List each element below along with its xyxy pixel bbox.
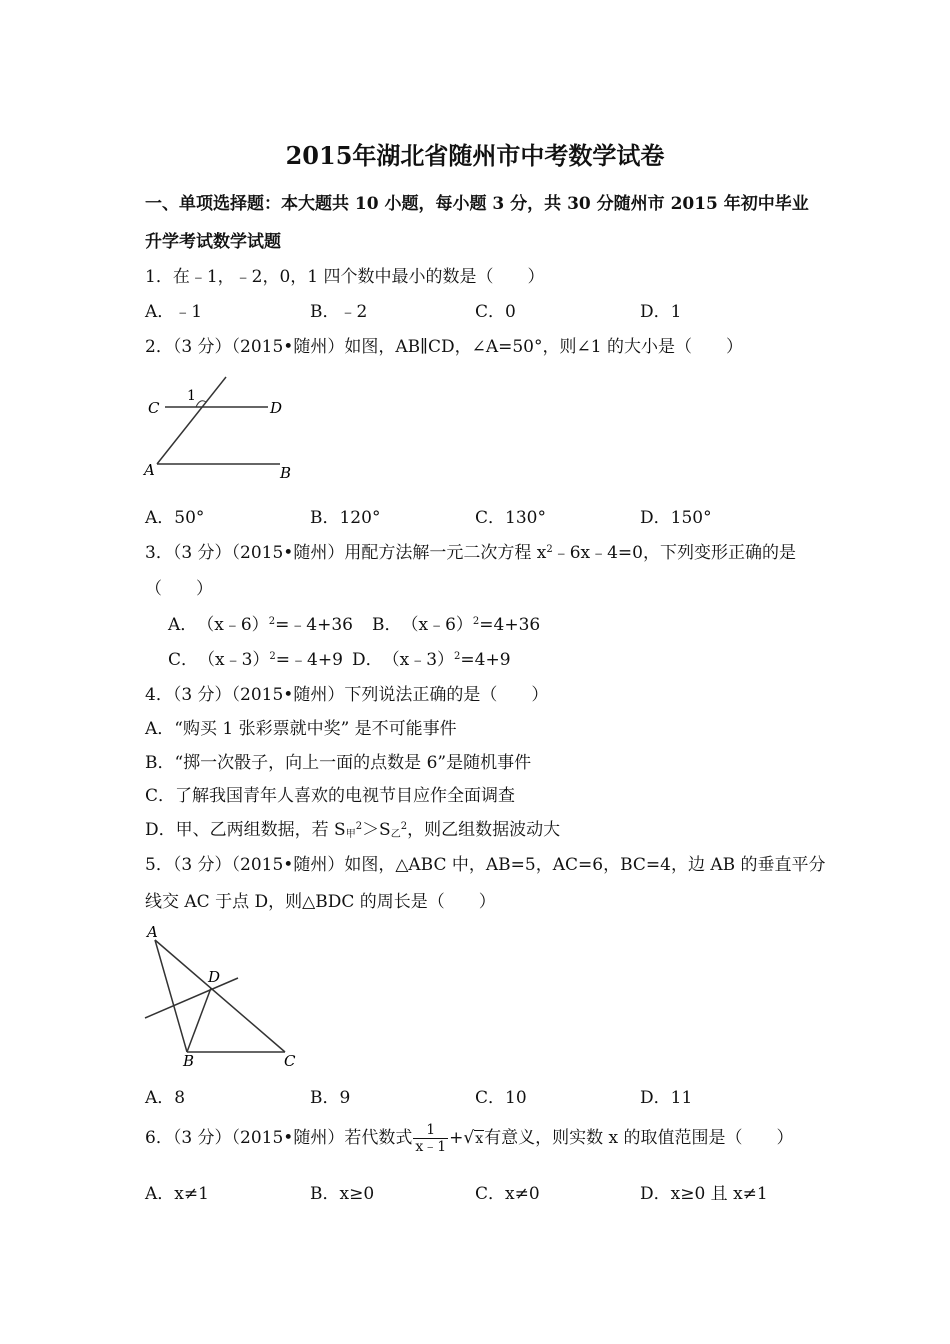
q1-option-c: C．0: [475, 302, 516, 322]
label-b: B: [280, 464, 292, 482]
q5-stem-line2: 线交 AC 于点 D，则△BDC 的周长是（ ）: [145, 892, 496, 912]
q6-sqrt: √x: [463, 1128, 484, 1148]
label-b: B: [183, 1052, 195, 1068]
q6-option-d: D．x≥0 且 x≠1: [640, 1184, 768, 1204]
side-ac: [155, 940, 285, 1052]
q6-fraction: $\frac{1}{x﹣1}$: [415, 1122, 447, 1155]
side-ab: [155, 940, 187, 1052]
label-c: C: [148, 399, 160, 417]
q5-option-c: C．10: [475, 1088, 527, 1108]
q6-option-a: A．x≠1: [145, 1184, 209, 1204]
q5-stem-line1: 5．（3 分）（2015•随州）如图，△ABC 中，AB=5，AC=6，BC=4，边 AB 的垂直平分: [145, 855, 826, 875]
q3-option-a: A． （x﹣6）$^2$=﹣4+36: [168, 615, 353, 635]
q2-stem: 2．（3 分）（2015•随州）如图，AB∥CD，∠A=50°，则∠1 的大小是（ ）: [145, 337, 743, 357]
q2-option-c: C．130°: [475, 508, 546, 528]
q5-option-d: D．11: [640, 1088, 693, 1108]
q1-stem: 1．在﹣1，﹣2，0，1 四个数中最小的数是（ ）: [145, 267, 545, 287]
q6-option-b: B．x≥0: [310, 1184, 375, 1204]
perpendicular-bisector: [145, 978, 238, 1018]
q2-option-b: B．120°: [310, 508, 381, 528]
q2-option-d: D．150°: [640, 508, 712, 528]
q1-option-a: A．﹣1: [145, 302, 203, 322]
section-heading-line2: 升学考试数学试题: [145, 232, 281, 252]
q3-option-c: C． （x﹣3）$^2$=﹣4+9: [168, 650, 343, 670]
q5-option-a: A．8: [145, 1088, 186, 1108]
q4-stem: 4．（3 分）（2015•随州）下列说法正确的是（ ）: [145, 685, 549, 705]
q4-option-a: A．“购买 1 张彩票就中奖” 是不可能事件: [145, 719, 457, 739]
q6-stem: 6．（3 分）（2015•随州）若代数式 $\frac{1}{x﹣1}$ +√x有意义，则实数 x 的取值范围是（ ）: [145, 1122, 794, 1155]
label-c: C: [284, 1052, 296, 1068]
q5-option-b: B．9: [310, 1088, 351, 1108]
label-d: D: [270, 399, 283, 417]
q1-option-d: D．1: [640, 302, 682, 322]
page-title: 2015年湖北省随州市中考数学试卷: [285, 141, 665, 170]
q2-figure-parallel-lines: [140, 372, 300, 484]
label-angle-1: 1: [187, 388, 196, 404]
label-a: A: [147, 923, 158, 941]
q3-option-d: D． （x﹣3）$^2$=4+9: [352, 650, 511, 670]
q3-option-b: B． （x﹣6）$^2$=4+36: [372, 615, 541, 635]
label-d: D: [208, 968, 221, 986]
q4-option-b: B．“掷一次骰子，向上一面的点数是 6”是随机事件: [145, 753, 532, 773]
q2-option-a: A．50°: [145, 508, 205, 528]
q3-stem: 3．（3 分）（2015•随州）用配方法解一元二次方程 $x^2﹣6x﹣4=0$，下列变形正确的是: [145, 543, 796, 563]
q5-figure-triangle: [140, 920, 305, 1068]
q3-stem-line2: （ ）: [145, 579, 213, 599]
section-heading-line1: 一、单项选择题：本大题共 10 小题，每小题 3 分，共 30 分随州市 2015 年初中毕业: [145, 194, 809, 214]
q6-option-c: C．x≠0: [475, 1184, 540, 1204]
q4-option-c: C．了解我国青年人喜欢的电视节目应作全面调查: [145, 786, 516, 806]
label-a: A: [144, 461, 155, 479]
q4-option-d: D．甲、乙两组数据，若 $S_甲^2>S_乙^2$，则乙组数据波动大: [145, 820, 561, 840]
q1-option-b: B．﹣2: [310, 302, 368, 322]
